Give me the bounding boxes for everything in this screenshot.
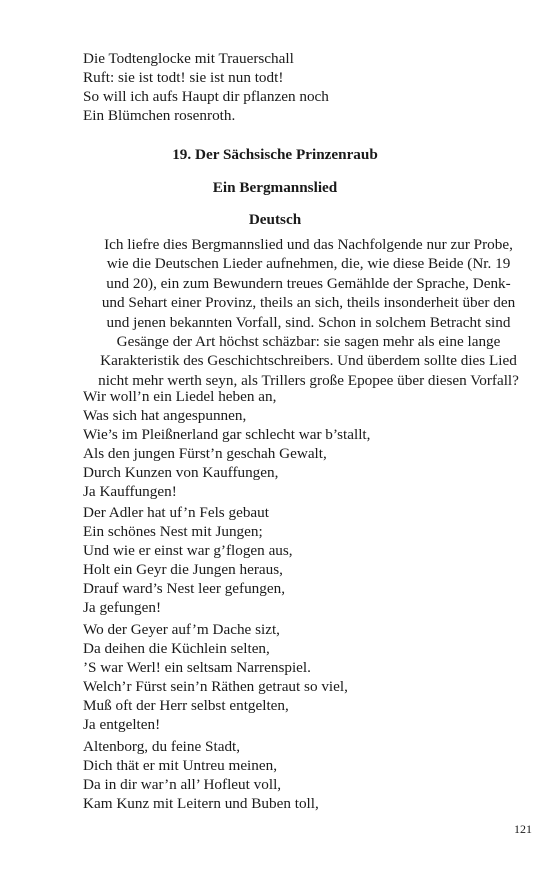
intro-line: Ich liefre dies Bergmannslied und das Nachfolgende nur zur Probe, [104,236,513,253]
intro-line: wie die Deutschen Lieder aufnehmen, die, wie diese Beide (Nr. 19 [106,255,511,273]
verse-line: Da in dir war’n all’ Hofleut voll, [83,776,282,793]
intro-line: und jenen bekannten Vorfall, sind. Schon in solchem Betracht sind [106,313,511,331]
intro-line: Gesänge der Art höchst schäzbar: sie sagen mehr als eine lange [116,332,501,350]
intro-line: Karakteristik des Geschichtschreibers. Und überdem sollte dies Lied [100,352,517,370]
verse-line: Ein schönes Nest mit Jungen; [83,523,263,540]
verse-line: So will ich aufs Haupt dir pflanzen noch [83,88,329,105]
verse-line: Ein Blümchen rosenroth. [83,107,236,124]
stanza-1 [83,387,370,501]
song-subtitle: Ein Bergmannslied [212,179,338,196]
verse-line: Welch’r Fürst sein’n Räthen getraut so viel, [83,678,348,695]
verse-line: Der Adler hat uf’n Fels gebaut [83,504,269,521]
song-origin: Deutsch [248,211,302,228]
verse-line: Wir woll’n ein Liedel heben an, [83,388,277,405]
verse-line: Ruft: sie ist todt! sie ist nun todt! [83,69,284,86]
song-title: 19. Der Sächsische Prinzenraub [172,146,378,163]
verse-line: Ja entgelten! [83,716,161,733]
verse-line: Drauf ward’s Nest leer gefungen, [83,580,285,597]
verse-line: ’S war Werl! ein seltsam Narrenspiel. [83,659,311,676]
intro-line: nicht mehr werth seyn, als Trillers große Epopee über diesen Vorfall? [98,371,519,389]
stanza-3 [83,620,348,734]
verse-line: Ja gefungen! [83,599,162,616]
verse-line: Durch Kunzen von Kauffungen, [83,464,279,481]
intro-paragraph [83,235,534,390]
verse-line: Wo der Geyer auf’m Dache sizt, [83,621,280,638]
verse-line: Wie’s im Pleißnerland gar schlecht war b’stallt, [83,426,371,443]
stanza-4 [83,737,319,813]
verse-line: Und wie er einst war g’flogen aus, [83,542,293,559]
verse-line: Ja Kauffungen! [83,483,177,500]
verse-line: Was sich hat angespunnen, [83,407,247,424]
intro-line: und 20), ein zum Bewundern treues Gemählde der Sprache, Denk- [106,274,511,292]
verse-line: Die Todtenglocke mit Trauerschall [83,50,294,67]
verse-line: Kam Kunz mit Leitern und Buben toll, [83,795,319,812]
verse-line: Als den jungen Fürst’n geschah Gewalt, [83,445,327,462]
page-number: 121 [514,822,532,836]
stanza-2 [83,503,293,617]
verse-line: Holt ein Geyr die Jungen heraus, [83,561,283,578]
verse-line: Dich thät er mit Untreu meinen, [83,757,278,774]
intro-line: und Sehart einer Provinz, theils an sich, theils insonderheit über den [101,294,516,312]
verse-line: Da deihen die Küchlein selten, [83,640,270,657]
verse-line: Altenborg, du feine Stadt, [83,738,241,755]
opening-verse [83,49,329,125]
verse-line: Muß oft der Herr selbst entgelten, [83,697,289,714]
